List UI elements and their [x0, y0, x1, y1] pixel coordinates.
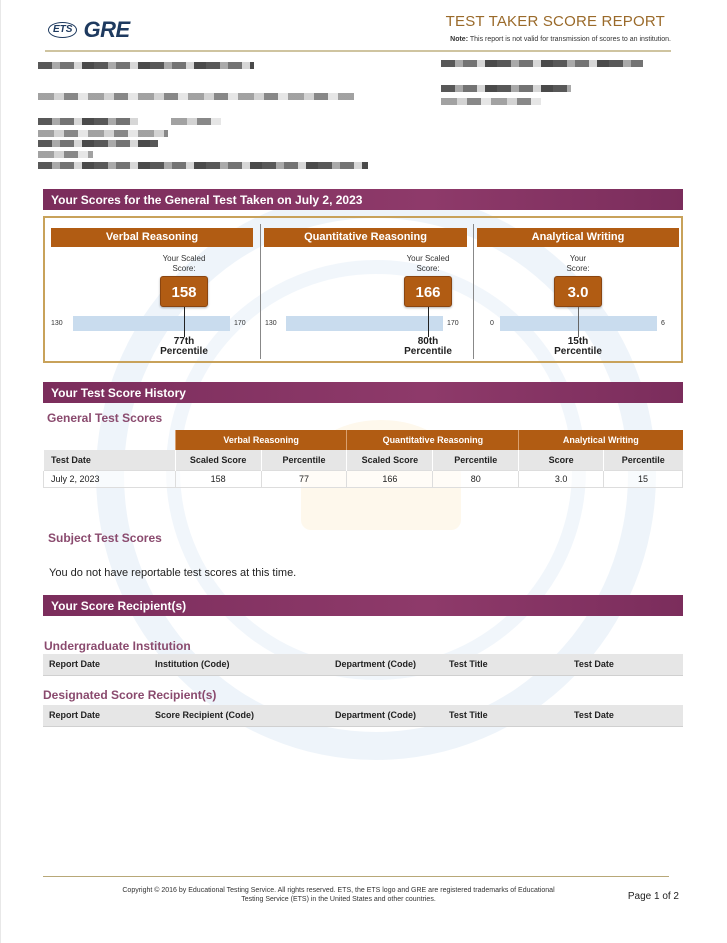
label-line: Score:: [172, 264, 196, 273]
scores-section-header: Your Scores for the General Test Taken on July 2, 2023: [43, 189, 683, 210]
redacted-info-line: [38, 140, 158, 147]
designated-heading: Designated Score Recipient(s): [43, 688, 217, 702]
empty-header-cell: [44, 430, 176, 450]
label-line: Your Scaled: [162, 254, 206, 263]
group-writing: Analytical Writing: [519, 430, 683, 450]
col-quant-scaled: Scaled Score: [347, 450, 433, 470]
verbal-range-max: 170: [234, 320, 246, 327]
table-row: [44, 470, 683, 487]
cell-quant-percentile: 80: [433, 470, 519, 487]
header-divider: [45, 50, 671, 52]
label-line: Score:: [566, 264, 590, 273]
footer-divider: [43, 876, 669, 877]
col-test-date: Test Date: [44, 450, 176, 470]
col-writing-percentile: Percentile: [604, 450, 683, 470]
percentile-ordinal: 80th: [417, 336, 439, 347]
writing-header: Analytical Writing: [477, 228, 679, 247]
verbal-score-badge: 158: [160, 276, 208, 307]
writing-score-badge: 3.0: [554, 276, 602, 307]
column-header-row: [44, 450, 683, 470]
percentile-word: Percentile: [404, 346, 452, 357]
quant-range-max: 170: [447, 320, 459, 327]
score-history-table: [43, 430, 683, 488]
no-subject-scores-message: You do not have reportable test scores at this time.: [49, 567, 297, 579]
recipients-section-header: Your Score Recipient(s): [43, 595, 683, 616]
general-test-heading: General Test Scores: [47, 411, 163, 425]
verbal-score-pointer: [184, 307, 185, 337]
score-summary-box: [43, 216, 683, 363]
quant-score-pointer: [428, 307, 429, 337]
copyright-line: Copyright © 2016 by Educational Testing Service. All rights reserved. ETS, the ETS logo and GRE are registered trademarks of Educational: [122, 887, 555, 894]
quant-percentile: [388, 337, 468, 357]
col-test-date: Test Date: [568, 654, 683, 675]
cell-writing-score: 3.0: [519, 470, 604, 487]
writing-range-max: 6: [661, 320, 665, 327]
redacted-id: [441, 60, 643, 67]
verbal-range-min: 130: [51, 320, 63, 327]
verbal-score-label: [144, 254, 224, 274]
report-title: TEST TAKER SCORE REPORT: [445, 13, 665, 30]
col-department: Department (Code): [329, 705, 443, 726]
note-text: This report is not valid for transmission of scores to an institution.: [468, 36, 671, 43]
verbal-range-bar: [73, 316, 230, 331]
col-test-title: Test Title: [443, 705, 568, 726]
quant-score-badge: 166: [404, 276, 452, 307]
redacted-info-line: [38, 130, 168, 137]
col-quant-percentile: Percentile: [433, 450, 519, 470]
undergrad-table: [43, 654, 683, 676]
writing-score-panel: [474, 218, 681, 361]
note-label: Note:: [450, 36, 469, 43]
label-line: Your: [569, 254, 587, 263]
cell-verbal-percentile: 77: [261, 470, 347, 487]
redacted-info-line: [38, 151, 93, 158]
group-quant: Quantitative Reasoning: [347, 430, 519, 450]
redacted-info-line: [38, 118, 138, 125]
redacted-name: [38, 62, 254, 69]
cell-writing-percentile: 15: [604, 470, 683, 487]
history-section-header: Your Test Score History: [43, 382, 683, 403]
cell-test-date: July 2, 2023: [44, 470, 176, 487]
redacted-info-line: [38, 162, 368, 169]
col-institution: Institution (Code): [149, 654, 329, 675]
verbal-score-panel: [45, 218, 259, 361]
quant-score-label: [388, 254, 468, 274]
designated-table: [43, 705, 683, 727]
col-report-date: Report Date: [43, 654, 149, 675]
redacted-id-line: [441, 85, 571, 92]
percentile-word: Percentile: [554, 346, 602, 357]
cell-quant-scaled: 166: [347, 470, 433, 487]
report-note: [450, 36, 671, 43]
page-number: Page 1 of 2: [627, 891, 679, 902]
subject-test-heading: Subject Test Scores: [48, 531, 162, 545]
quant-header: Quantitative Reasoning: [264, 228, 467, 247]
quant-score-panel: [261, 218, 474, 361]
cell-verbal-scaled: 158: [175, 470, 261, 487]
quant-range-bar: [286, 316, 443, 331]
redacted-info-line: [171, 118, 221, 125]
label-line: Your Scaled: [406, 254, 450, 263]
col-writing-score: Score: [519, 450, 604, 470]
col-score-recipient: Score Recipient (Code): [149, 705, 329, 726]
group-verbal: Verbal Reasoning: [175, 430, 347, 450]
ets-gre-logo: [48, 17, 130, 43]
col-test-title: Test Title: [443, 654, 568, 675]
writing-range-min: 0: [490, 320, 494, 327]
col-test-date: Test Date: [568, 705, 683, 726]
label-line: Score:: [416, 264, 440, 273]
writing-score-pointer: [578, 307, 579, 337]
col-report-date: Report Date: [43, 705, 149, 726]
col-verbal-percentile: Percentile: [261, 450, 347, 470]
copyright-notice: [51, 886, 626, 904]
undergrad-header-row: [43, 654, 683, 675]
writing-percentile: [538, 337, 618, 357]
group-header-row: [44, 430, 683, 450]
percentile-word: Percentile: [160, 346, 208, 357]
verbal-header: Verbal Reasoning: [51, 228, 253, 247]
quant-range-min: 130: [265, 320, 277, 327]
redacted-id-line: [441, 98, 541, 105]
redacted-address-line: [38, 93, 354, 100]
ets-logo-icon: ETS: [48, 22, 77, 38]
col-verbal-scaled: Scaled Score: [175, 450, 261, 470]
verbal-percentile: [144, 337, 224, 357]
col-department: Department (Code): [329, 654, 443, 675]
designated-header-row: [43, 705, 683, 726]
undergrad-heading: Undergraduate Institution: [44, 639, 191, 653]
percentile-ordinal: 15th: [567, 336, 589, 347]
percentile-ordinal: 77th: [173, 336, 195, 347]
copyright-line: Testing Service (ETS) in the United States and other countries.: [241, 896, 436, 903]
writing-score-label: [538, 254, 618, 274]
gre-logo-text: GRE: [83, 17, 130, 42]
